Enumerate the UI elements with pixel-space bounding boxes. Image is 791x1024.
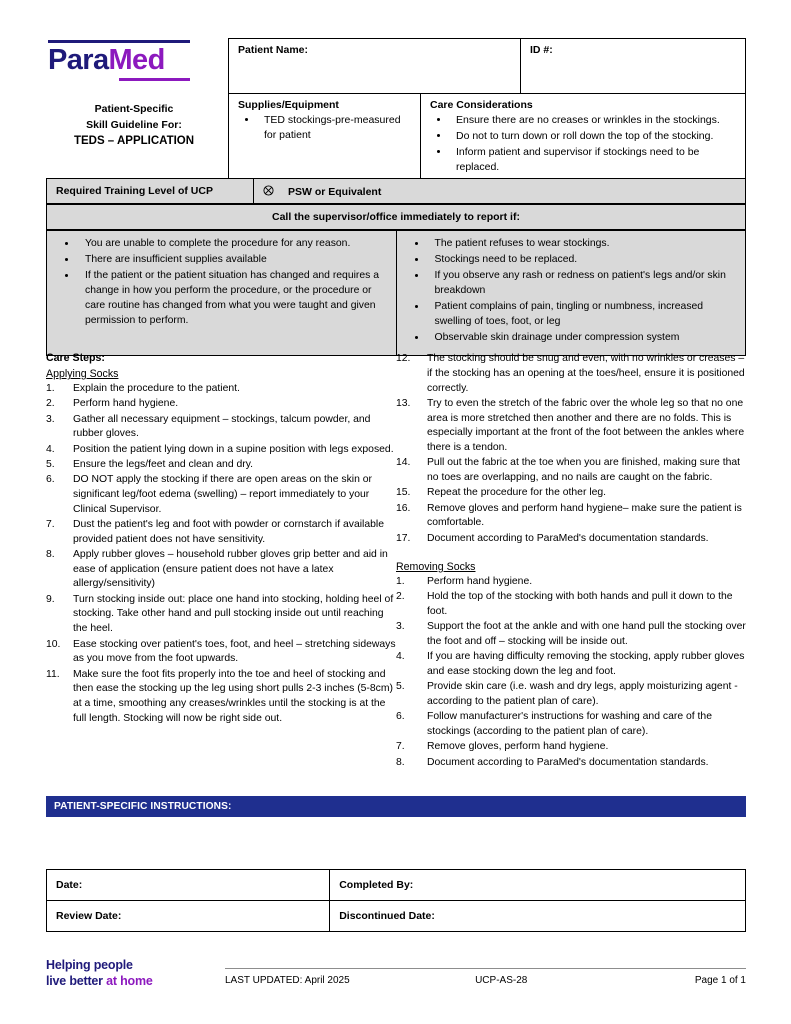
care-step-item — [396, 710, 746, 740]
care-step-item — [396, 486, 746, 501]
applying-socks-left-list — [46, 382, 396, 727]
discontinued-date-label: Discontinued Date: — [339, 910, 435, 922]
care-step-item — [396, 590, 746, 620]
guideline-heading-block — [46, 101, 222, 151]
care-step-number: 2. — [46, 398, 55, 410]
paramed-logo — [48, 40, 194, 81]
supplies-label: Supplies/Equipment — [238, 99, 339, 111]
care-step-item — [396, 620, 746, 650]
review-date-label: Review Date: — [56, 910, 122, 922]
patient-id-label: ID #: — [530, 44, 553, 56]
care-step-text: Document according to ParaMed's documentation standards. — [427, 756, 709, 768]
call-supervisor-heading-row — [47, 205, 746, 230]
care-step-text: Support the foot at the ankle and with one hand pull the stocking over the foot and off – stocking will be inside out. — [427, 621, 746, 648]
header-row-patient — [229, 39, 746, 94]
care-step-item — [396, 532, 746, 547]
patient-specific-instructions-label: PATIENT-SPECIFIC INSTRUCTIONS: — [54, 801, 232, 812]
training-level-value-cell[interactable] — [254, 179, 746, 204]
care-step-text: Ease stocking over patient's toes, foot, and heel – stretching sideways as you move from the foot upwards. — [73, 638, 396, 665]
care-steps-right-column — [396, 352, 746, 771]
care-step-item — [396, 502, 746, 532]
care-step-text: Remove gloves and perform hand hygiene– make sure the patient is comfortable. — [427, 502, 742, 529]
care-step-item — [396, 756, 746, 771]
care-step-number: 4. — [46, 443, 55, 455]
patient-specific-instructions-banner — [46, 796, 746, 817]
care-step-item — [46, 458, 396, 473]
signoff-section — [46, 869, 746, 932]
guideline-title: TEDS – APPLICATION — [73, 135, 195, 148]
footer-tagline-navy: live better — [46, 973, 107, 988]
care-consideration-item: • Inform patient and supervisor if stockings need to be replaced. — [450, 145, 738, 175]
header-row-supplies — [229, 94, 746, 182]
care-step-item — [396, 397, 746, 456]
call-supervisor-left-list — [51, 237, 392, 329]
care-step-item — [46, 518, 396, 548]
footer-tagline-line-2 — [46, 974, 153, 990]
care-step-text: Gather all necessary equipment – stockings, talcum powder, and rubber gloves. — [73, 413, 371, 440]
call-supervisor-item: • Stockings need to be replaced. — [427, 253, 742, 268]
call-supervisor-left-cell — [47, 231, 397, 356]
date-cell[interactable] — [47, 870, 330, 901]
care-consideration-item: • Do not to turn down or roll down the top of the stocking. — [450, 129, 738, 144]
care-step-item — [396, 740, 746, 755]
call-supervisor-right-list — [401, 237, 742, 346]
care-considerations-list — [430, 113, 738, 175]
logo-text-med: Med — [108, 44, 165, 76]
patient-id-cell[interactable] — [521, 39, 746, 94]
call-supervisor-item: • You are unable to complete the procedure for any reason. — [77, 237, 392, 252]
care-step-text: If you are having difficulty removing the stocking, apply rubber gloves and ease stocking down the leg and foot. — [427, 651, 745, 678]
care-step-text: Provide skin care (i.e. wash and dry legs, apply moisturizing agent - according to the patient plan of care). — [427, 681, 738, 708]
logo-bottom-bar — [119, 78, 190, 81]
care-step-number: 11. — [46, 668, 60, 680]
removing-socks-heading: Removing Socks — [396, 560, 476, 573]
care-step-number: 2. — [396, 591, 405, 603]
removing-socks-list — [396, 575, 746, 770]
table-row — [47, 870, 746, 901]
footer-page-number: Page 1 of 1 — [694, 975, 746, 986]
care-steps-left-column — [46, 352, 396, 771]
call-supervisor-item: • Observable skin drainage under compression system — [427, 331, 742, 346]
care-step-text: Hold the top of the stocking with both hands and pull it down to the foot. — [427, 591, 733, 617]
footer-tagline-purple: at home — [106, 973, 153, 988]
applying-socks-heading: Applying Socks — [46, 368, 119, 380]
care-step-number: 6. — [46, 474, 55, 486]
care-step-number: 10. — [46, 638, 61, 650]
footer-last-updated: LAST UPDATED: April 2025 — [225, 975, 350, 986]
care-step-number: 15. — [396, 487, 411, 499]
table-row — [47, 901, 746, 932]
care-step-item — [46, 382, 396, 397]
signoff-table — [46, 869, 746, 932]
patient-name-label: Patient Name: — [238, 44, 309, 56]
applying-socks-right-list — [396, 352, 746, 546]
guideline-line-2: Skill Guideline For: — [86, 118, 182, 131]
care-steps-section — [46, 352, 746, 771]
training-level-row — [47, 179, 746, 204]
care-step-item — [396, 650, 746, 680]
care-step-text: Dust the patient's leg and foot with powder or cornstarch if available provided patient does not have sensitivity. — [73, 518, 384, 545]
care-step-item — [396, 456, 746, 486]
training-level-label-cell — [47, 179, 254, 204]
care-step-number: 5. — [396, 681, 405, 693]
guideline-line-1: Patient-Specific — [94, 102, 174, 115]
care-step-item — [46, 548, 396, 592]
review-date-cell[interactable] — [47, 901, 330, 932]
care-step-number: 12. — [396, 353, 411, 364]
training-and-alerts-section — [46, 178, 746, 356]
care-step-text: Perform hand hygiene. — [427, 575, 533, 587]
care-step-text: Turn stocking inside out: place one hand into stocking, holding heel of stocking. Take other hand and pull stocking inside out until reaching the heel. — [73, 593, 394, 635]
section-spacer — [396, 547, 746, 557]
logo-top-bar — [48, 40, 190, 43]
completed-by-label: Completed By: — [339, 879, 414, 891]
care-step-text: DO NOT apply the stocking if there are open areas on the skin or significant leg/foot edema (swelling) – report immediately to your Clinical Supervisor. — [73, 474, 372, 515]
call-supervisor-bullets-table — [46, 230, 746, 356]
call-supervisor-item: • If you observe any rash or redness on patient's legs and/or skin breakdown — [427, 269, 742, 299]
call-supervisor-heading-cell — [47, 205, 746, 230]
care-step-number: 8. — [396, 756, 405, 768]
care-step-number: 5. — [46, 458, 55, 470]
training-level-label: Required Training Level of UCP — [56, 185, 213, 197]
completed-by-cell[interactable] — [330, 870, 746, 901]
care-step-number: 8. — [46, 548, 55, 560]
care-step-item — [46, 668, 396, 727]
discontinued-date-cell[interactable] — [330, 901, 746, 932]
footer-tagline — [46, 958, 153, 989]
footer-divider — [225, 968, 746, 969]
care-step-text: Apply rubber gloves – household rubber gloves grip better and aid in ease of application (ensure patient does not have a latex allergy/sensitivity) — [73, 548, 388, 590]
care-step-text: Explain the procedure to the patient. — [73, 383, 240, 394]
supplies-list — [238, 113, 413, 143]
supplies-cell — [229, 94, 421, 182]
care-step-text: Perform hand hygiene. — [73, 398, 179, 410]
care-step-item — [46, 397, 396, 412]
call-supervisor-item: • If the patient or the patient situation has changed and requires a change in how you perform the procedure, or the procedure or care routine has changed from what you were taught and given permission to perform. — [77, 269, 392, 329]
care-step-text: Pull out the fabric at the toe when you are finished, making sure that no toes are overlapping, and no nails are caught on the fabric. — [427, 457, 741, 484]
care-step-number: 3. — [396, 621, 405, 633]
training-level-value: PSW or Equivalent — [288, 185, 382, 198]
circle-x-icon[interactable] — [263, 185, 274, 196]
care-step-number: 14. — [396, 457, 411, 469]
care-step-item — [396, 680, 746, 710]
care-step-text: Follow manufacturer's instructions for washing and care of the stockings (according to the patient plan of care). — [427, 711, 712, 738]
care-step-item — [46, 443, 396, 458]
care-step-number: 3. — [46, 413, 55, 425]
care-step-text: Remove gloves, perform hand hygiene. — [427, 741, 609, 753]
logo-wordmark — [48, 46, 194, 76]
care-step-number: 4. — [396, 651, 405, 663]
care-step-number: 13. — [396, 397, 411, 409]
care-step-text: The stocking should be snug and even, with no wrinkles or creases – if the stocking has an opening at the toes/heel, ensure it is positioned correctly. — [427, 353, 745, 394]
footer-meta-row — [225, 975, 746, 986]
care-step-number: 16. — [396, 502, 411, 514]
footer-tagline-line-1: Helping people — [46, 958, 133, 972]
care-consideration-item: • Ensure there are no creases or wrinkles in the stockings. — [450, 113, 738, 128]
care-step-item — [46, 473, 396, 517]
care-step-text: Document according to ParaMed's documentation standards. — [427, 532, 709, 544]
footer-doc-code: UCP-AS-28 — [475, 975, 528, 986]
care-step-number: 1. — [396, 575, 405, 587]
care-step-item — [396, 575, 746, 590]
care-step-number: 7. — [396, 741, 405, 753]
call-supervisor-item: • There are insufficient supplies available — [77, 253, 392, 268]
care-step-number: 6. — [396, 711, 405, 723]
care-step-item — [46, 638, 396, 668]
call-supervisor-heading-table — [46, 204, 746, 230]
care-step-item — [46, 413, 396, 443]
call-supervisor-heading: Call the supervisor/office immediately to report if: — [272, 211, 520, 223]
care-step-item — [396, 352, 746, 396]
call-supervisor-item: • The patient refuses to wear stockings. — [427, 237, 742, 252]
care-step-text: Ensure the legs/feet and clean and dry. — [73, 458, 254, 470]
care-step-number: 7. — [46, 518, 55, 530]
call-supervisor-bullets-row — [47, 231, 746, 356]
care-step-text: Make sure the foot fits properly into the toe and heel of stocking and then ease the stocking up the leg using short pulls 2-3 inches (5-8cm) at a time, smoothing any creases/wrinkles until the stocking is at the full length. Stocking will now be right side out. — [73, 668, 393, 724]
care-step-text: Repeat the procedure for the other leg. — [427, 487, 607, 499]
header-info-table — [228, 38, 746, 182]
care-considerations-cell — [421, 94, 746, 182]
supplies-list-item: • TED stockings-pre-measured for patient — [258, 113, 413, 143]
patient-name-cell[interactable] — [229, 39, 521, 94]
care-step-number: 9. — [46, 593, 55, 605]
care-step-number: 1. — [46, 383, 55, 394]
date-label: Date: — [56, 879, 83, 891]
brand-column — [46, 38, 228, 182]
document-header — [46, 38, 746, 182]
call-supervisor-item: • Patient complains of pain, tingling or numbness, increased swelling of toes, foot, or leg — [427, 300, 742, 330]
logo-text-para: Para — [48, 44, 109, 76]
care-step-text: Try to even the stretch of the fabric over the whole leg so that no one area is more stretched then another and there are no folds. This is especially important at the front of the foot between the ankles where there is a tendon. — [427, 397, 745, 454]
care-considerations-label: Care Considerations — [430, 99, 533, 111]
care-step-item — [46, 593, 396, 637]
care-step-text: Position the patient lying down in a supine position with legs exposed. — [73, 443, 394, 455]
training-level-table — [46, 178, 746, 204]
care-steps-heading: Care Steps: — [46, 352, 105, 364]
care-step-number: 17. — [396, 532, 411, 544]
call-supervisor-right-cell — [396, 231, 746, 356]
